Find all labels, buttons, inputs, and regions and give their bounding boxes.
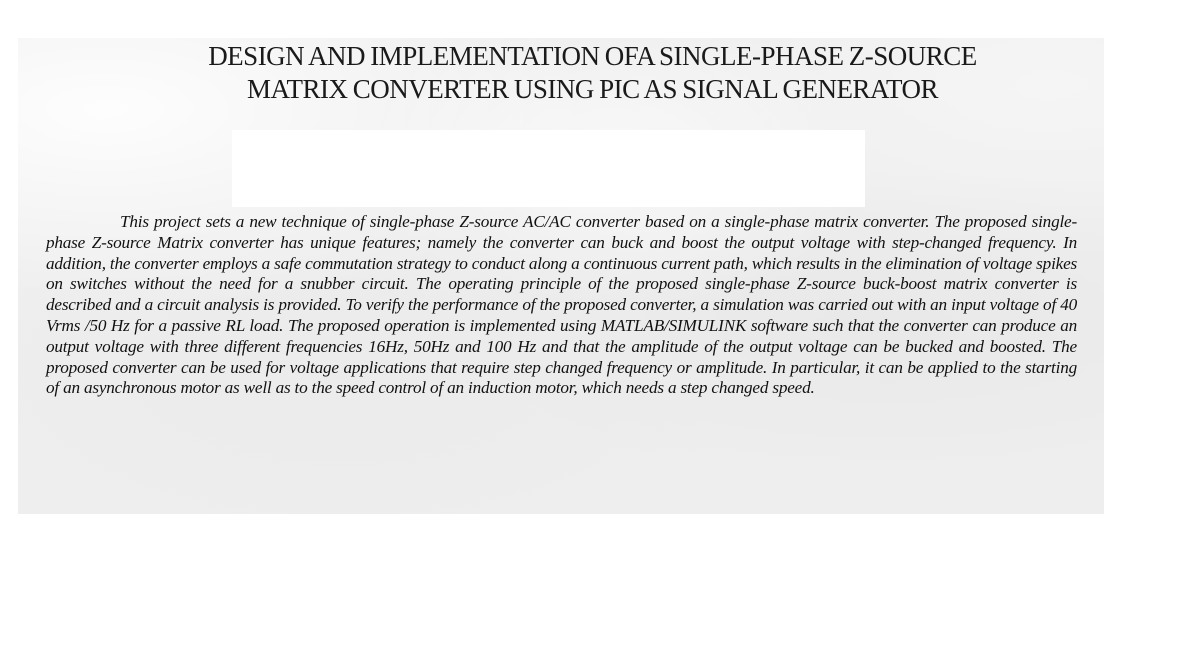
title-line-1: DESIGN AND IMPLEMENTATION OFA SINGLE-PHASE Z-SOURCE: [208, 41, 977, 71]
title-line-2: MATRIX CONVERTER USING PIC AS SIGNAL GENERATOR: [247, 74, 938, 104]
blank-author-box: [232, 130, 865, 207]
document-title: [0, 40, 1185, 106]
abstract-paragraph: This project sets a new technique of single-phase Z-source AC/AC converter based on a single-phase matrix converter. The proposed single-phase Z-source Matrix converter has unique features; namely the converter can buck and boost the output voltage with step-changed frequency. In addition, the converter employs a safe commutation strategy to conduct along a continuous current path, which results in the elimination of voltage spikes on switches without the need for a snubber circuit. The operating principle of the proposed single-phase Z-source buck-boost matrix converter is described and a circuit analysis is provided. To verify the performance of the proposed converter, a simulation was carried out with an input voltage of 40 Vrms /50 Hz for a passive RL load. The proposed operation is implemented using MATLAB/SIMULINK software such that the converter can produce an output voltage with three different frequencies 16Hz, 50Hz and 100 Hz and that the amplitude of the output voltage can be bucked and boosted. The proposed converter can be used for voltage applications that require step changed frequency or amplitude. In particular, it can be applied to the starting of an asynchronous motor as well as to the speed control of an induction motor, which needs a step changed speed.: [46, 212, 1077, 398]
